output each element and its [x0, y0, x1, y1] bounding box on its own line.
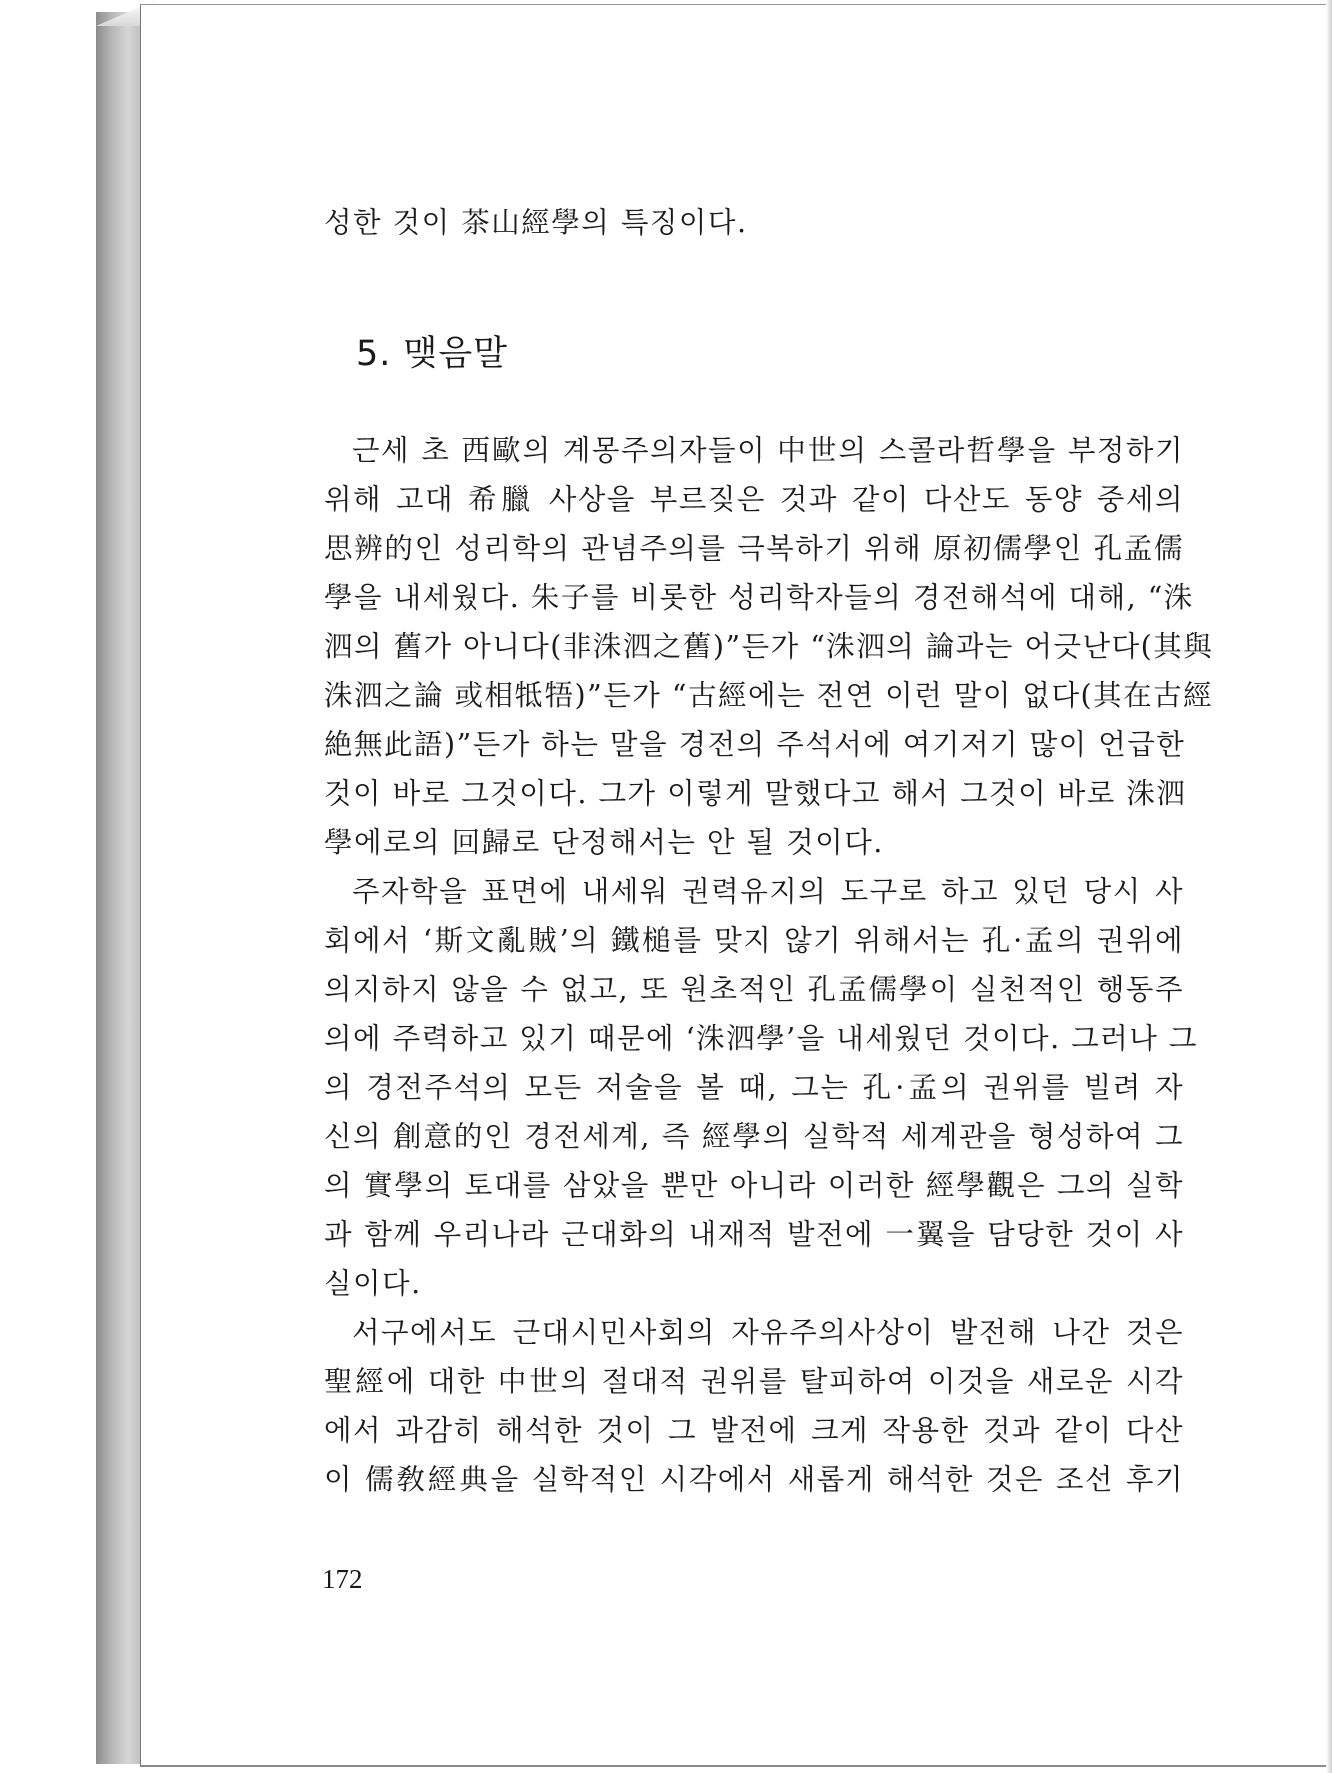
- p3-line-3: 에서 과감히 해석한 것이 그 발전에 크게 작용한 것과 같이 다산: [324, 1414, 1184, 1447]
- p2-line-1: 주자학을 표면에 내세워 권력유지의 도구로 하고 있던 당시 사: [352, 875, 1184, 908]
- section-heading: 5. 맺음말: [356, 334, 508, 374]
- book-spine: [96, 12, 142, 1764]
- p2-line-2: 회에서 ‘斯文亂賊’의 鐵槌를 맞지 않기 위해서는 孔·孟의 권위에: [324, 924, 1184, 957]
- page-edge-shadow: [1326, 0, 1332, 1773]
- p1-line-6: 洙泗之論 或相牴牾)”든가 “古經에는 전연 이런 말이 없다(其在古經: [324, 679, 1214, 712]
- first-line: 성한 것이 茶山經學의 특징이다.: [324, 206, 748, 239]
- p2-line-6: 신의 創意的인 경전세계, 즉 經學의 실학적 세계관을 형성하여 그: [324, 1120, 1184, 1153]
- p2-line-8: 과 함께 우리나라 근대화의 내재적 발전에 一翼을 담당한 것이 사: [324, 1218, 1184, 1251]
- page-number: 172: [322, 1564, 363, 1594]
- p2-line-5: 의 경전주석의 모든 저술을 볼 때, 그는 孔·孟의 권위를 빌려 자: [324, 1071, 1184, 1104]
- p3-line-2: 聖經에 대한 中世의 절대적 권위를 탈피하여 이것을 새로운 시각: [324, 1365, 1184, 1398]
- p1-line-3: 思辨的인 성리학의 관념주의를 극복하기 위해 原初儒學인 孔孟儒: [324, 532, 1184, 565]
- p1-line-7: 絶無此語)”든가 하는 말을 경전의 주석서에 여기저기 많이 언급한: [324, 728, 1186, 761]
- p3-line-1: 서구에서도 근대시민사회의 자유주의사상이 발전해 나간 것은: [352, 1316, 1184, 1349]
- p1-line-9: 學에로의 回歸로 단정해서는 안 될 것이다.: [324, 826, 884, 859]
- p2-line-4: 의에 주력하고 있기 때문에 ‘洙泗學’을 내세웠던 것이다. 그러나 그: [324, 1022, 1198, 1055]
- p1-line-2: 위해 고대 希臘 사상을 부르짖은 것과 같이 다산도 동양 중세의: [324, 483, 1184, 516]
- p1-line-4: 學을 내세웠다. 朱子를 비롯한 성리학자들의 경전해석에 대해, “洙: [324, 581, 1194, 614]
- p2-line-7: 의 實學의 토대를 삼았을 뿐만 아니라 이러한 經學觀은 그의 실학: [324, 1169, 1184, 1202]
- p1-line-1: 근세 초 西歐의 계몽주의자들이 中世의 스콜라哲學을 부정하기: [352, 434, 1184, 467]
- p3-line-4: 이 儒敎經典을 실학적인 시각에서 새롭게 해석한 것은 조선 후기: [324, 1463, 1184, 1496]
- p1-line-5: 泗의 舊가 아니다(非洙泗之舊)”든가 “洙泗의 論과는 어긋난다(其與: [324, 630, 1214, 663]
- p1-line-8: 것이 바로 그것이다. 그가 이렇게 말했다고 해서 그것이 바로 洙泗: [324, 777, 1187, 810]
- p2-line-3: 의지하지 않을 수 없고, 또 원초적인 孔孟儒學이 실천적인 행동주: [324, 973, 1184, 1006]
- p2-line-9: 실이다.: [324, 1267, 422, 1300]
